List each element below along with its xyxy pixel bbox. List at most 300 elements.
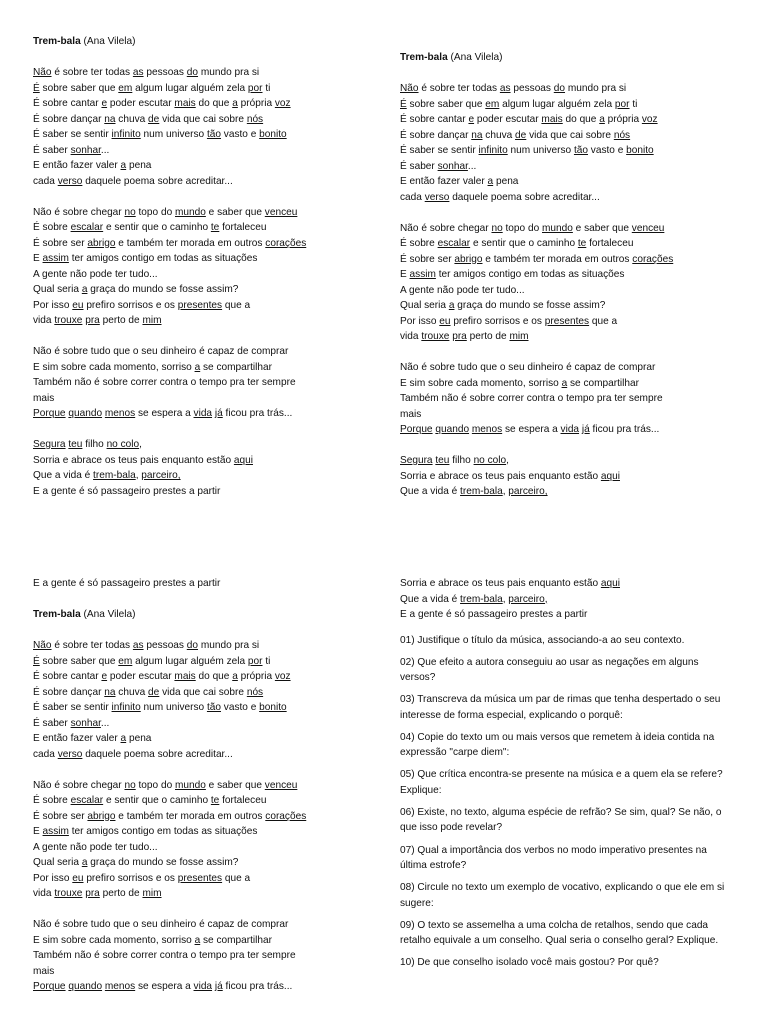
text-run: se compartilhar [200, 361, 272, 373]
underlined-word: na [471, 129, 483, 141]
text-run: daquele poema sobre acreditar... [82, 175, 233, 187]
underlined-word: bonito [259, 702, 287, 713]
text-run: do que [195, 98, 233, 109]
lyric-line [33, 778, 388, 794]
underlined-word: a [599, 114, 605, 125]
lyric-line [33, 669, 388, 685]
text-run: filho [82, 439, 107, 450]
text-run: mais [33, 965, 55, 977]
song-title: Trem-bala [400, 52, 448, 63]
underlined-word: Porque [33, 408, 66, 419]
song-heading [400, 50, 755, 66]
lyric-line [400, 174, 755, 190]
underlined-word: voz [641, 114, 658, 125]
underlined-word: na [104, 686, 116, 698]
underlined-word: na [104, 113, 116, 125]
underlined-word: aqui [600, 578, 620, 589]
underlined-word: Segura [33, 439, 66, 450]
text-run: é sobre ter todas [418, 83, 500, 94]
text-run: graça do mundo se fosse assim? [87, 284, 239, 295]
text-run: fortaleceu [219, 795, 267, 806]
lyric-line [33, 484, 388, 500]
text-run: que a [589, 315, 618, 327]
underlined-word: É [33, 82, 40, 94]
lyrics-body [33, 638, 388, 995]
text-run: topo do [135, 206, 175, 218]
underlined-word: parceiro, [141, 470, 181, 481]
underlined-word: menos [471, 424, 503, 435]
text-run: ficou pra trás... [222, 408, 293, 419]
underlined-word: parceiro, [508, 486, 548, 497]
underlined-word: por [614, 98, 630, 110]
text-run: É sobre dançar [400, 129, 472, 141]
questions-column [400, 576, 755, 977]
question-item: 02) Que efeito a autora conseguiu ao usar as negações em alguns versos? [400, 656, 699, 684]
lyric-line [33, 824, 388, 840]
underlined-word: do [186, 67, 199, 78]
text-run: se compartilhar [200, 934, 272, 946]
text-run: E [33, 253, 43, 264]
text-run: A gente não pode ter tudo... [33, 268, 158, 280]
lyric-line [400, 252, 755, 268]
text-run: Qual seria [33, 857, 82, 868]
text-run: Também não é sobre correr contra o tempo pra ter sempre [33, 950, 296, 961]
text-run: que a [222, 872, 251, 884]
underlined-word: abrigo [87, 810, 116, 822]
question-item: 10) De que conselho isolado você mais gostou? Por quê? [400, 957, 659, 969]
text-run: e também ter morada em outros [115, 237, 266, 249]
text-run: E então fazer valer [33, 160, 121, 171]
lyrics-column-bottom-left [33, 576, 388, 995]
text-run: e sentir que o caminho [470, 238, 578, 249]
text-run: algum lugar alguém zela [499, 98, 615, 110]
underlined-word: a [561, 377, 568, 389]
text-run: se compartilhar [567, 377, 639, 389]
continuation-lines [400, 576, 755, 623]
text-run: e sentir que o caminho [103, 222, 211, 233]
underlined-word: e [101, 671, 108, 682]
question-item: 09) O texto se assemelha a uma colcha de retalhos, sendo que cada retalho equivale a um conselho. Qual seria o conselho geral? Explique. [400, 919, 719, 947]
underlined-word: mais [541, 114, 563, 125]
lyric-line [33, 375, 388, 391]
text-run: mundo pra si [198, 67, 260, 78]
lyric-line [33, 112, 388, 128]
text-run: E então fazer valer [400, 176, 488, 187]
underlined-word: quando [435, 424, 470, 435]
text-run: Não é sobre tudo que o seu dinheiro é capaz de comprar [33, 346, 289, 357]
text-run: pessoas [143, 67, 187, 78]
lyric-line [33, 638, 388, 654]
underlined-word: em [485, 98, 500, 110]
underlined-word: infinito [111, 129, 141, 140]
lyric-line [400, 81, 755, 97]
text-run: vida que cai sobre [159, 113, 247, 125]
text-run: poder escutar [474, 114, 542, 125]
underlined-word: sonhar [437, 160, 468, 172]
question-item: 05) Que crítica encontra-se presente na música e a quem ela se refere? Explique: [400, 769, 723, 796]
lyric-line [33, 437, 388, 453]
underlined-word: escalar [70, 795, 104, 806]
underlined-word: venceu [264, 206, 298, 218]
lyric-line [33, 406, 388, 422]
underlined-word: menos [104, 981, 136, 992]
text-run: perto de [99, 315, 143, 326]
lyric-line [33, 917, 388, 933]
underlined-word: pra [85, 888, 100, 899]
lyric-line [33, 251, 388, 267]
underlined-word: a [487, 176, 494, 187]
text-run: É sobre cantar [400, 114, 469, 125]
underlined-word: Segura [400, 455, 433, 466]
underlined-word: de [148, 686, 160, 698]
lyric-line [33, 313, 388, 329]
text-run: se espera a [135, 981, 194, 992]
text-run: vida que cai sobre [526, 129, 614, 141]
underlined-word: trem-bala [460, 486, 503, 497]
lyrics-column-top-right [400, 50, 755, 500]
text-run: , [502, 486, 509, 497]
text-run: Qual seria [33, 284, 82, 295]
text-run: E sim sobre cada momento, sorriso [33, 361, 195, 373]
underlined-word: verso [57, 175, 83, 187]
lyric-line [400, 576, 755, 592]
underlined-word: trem-bala [93, 470, 136, 481]
text-run: topo do [502, 222, 542, 234]
lyric-line [33, 654, 388, 670]
underlined-word: e [468, 114, 475, 125]
song-title: Trem-bala [33, 36, 81, 47]
underlined-word: a [448, 300, 455, 311]
underlined-word: Não [400, 83, 419, 94]
text-run: vasto e [220, 702, 260, 713]
text-run: vida [33, 315, 55, 326]
underlined-word: trem-bala [460, 593, 503, 605]
lyric-line [400, 221, 755, 237]
underlined-word: quando [68, 981, 103, 992]
text-run: Não é sobre tudo que o seu dinheiro é capaz de comprar [400, 362, 656, 373]
text-run: pena [493, 176, 519, 187]
song-author: (Ana Vilela) [83, 36, 136, 47]
underlined-word: menos [104, 408, 136, 419]
underlined-word: de [148, 113, 160, 125]
text-run: pessoas [143, 640, 187, 651]
text-run: topo do [135, 779, 175, 791]
underlined-word: corações [265, 810, 307, 822]
text-run: algum lugar alguém zela [132, 655, 248, 667]
question-item: 07) Qual a importância dos verbos no modo imperativo presentes na última estrofe? [400, 844, 707, 872]
song-author: (Ana Vilela) [450, 52, 503, 63]
text-run: vasto e [220, 129, 260, 140]
lyric-line [33, 127, 388, 143]
underlined-word: no [124, 779, 136, 791]
text-run: A gente não pode ter tudo... [400, 284, 525, 296]
text-run: ... [467, 160, 477, 172]
text-run: chuva [115, 686, 149, 698]
text-run: fortaleceu [586, 238, 634, 249]
text-run: , [506, 455, 509, 466]
underlined-word: Não [33, 67, 52, 78]
underlined-word: já [214, 981, 223, 992]
text-run: vida [400, 331, 422, 342]
text-run: É sobre [33, 795, 71, 806]
lyric-line [33, 948, 388, 964]
underlined-word: sonhar [70, 717, 101, 729]
underlined-word: por [247, 655, 263, 667]
question-item: 03) Transcreva da música um par de rimas que tenha despertado o seu interesse de forma especial, explicando o porquê: [400, 694, 721, 721]
text-run: Sorria e abrace os teus pais enquanto estão [400, 578, 601, 589]
text-run: E [33, 826, 43, 837]
underlined-word: parceiro, [508, 593, 548, 605]
text-run: se espera a [135, 408, 194, 419]
underlined-word: verso [424, 191, 450, 203]
text-run: Também não é sobre correr contra o tempo pra ter sempre [400, 393, 663, 404]
text-run: se espera a [502, 424, 561, 435]
lyric-line [400, 376, 755, 392]
lyric-line [400, 112, 755, 128]
underlined-word: bonito [626, 145, 654, 156]
underlined-word: as [132, 67, 144, 78]
text-run: cada [400, 191, 425, 203]
lyric-line [400, 422, 755, 438]
lyric-line [33, 282, 388, 298]
underlined-word: assim [42, 826, 69, 837]
underlined-word: vida [193, 981, 213, 992]
underlined-word: aqui [600, 470, 620, 482]
underlined-word: no colo [473, 455, 507, 466]
text-run: pessoas [510, 83, 554, 94]
lyric-line [33, 205, 388, 221]
question-list [400, 633, 755, 971]
underlined-word: eu [72, 299, 84, 311]
lyric-line [400, 360, 755, 376]
text-run: do que [195, 671, 233, 682]
underlined-word: a [81, 284, 88, 295]
underlined-word: escalar [70, 222, 104, 233]
underlined-word: a [194, 934, 201, 946]
underlined-word: infinito [478, 145, 508, 156]
text-run: É sobre [33, 222, 71, 233]
text-run: É sobre ser [33, 237, 88, 249]
question-item: 06) Existe, no texto, alguma espécie de refrão? Se sim, qual? Se não, o que isso pode revelar? [400, 806, 722, 834]
lyric-line [33, 236, 388, 252]
lyric-line [33, 840, 388, 856]
underlined-word: É [33, 655, 40, 667]
text-run: ... [100, 144, 110, 156]
underlined-word: Porque [400, 424, 433, 435]
underlined-word: no colo [106, 439, 140, 450]
underlined-word: te [210, 795, 220, 806]
text-run: vida que cai sobre [159, 686, 247, 698]
text-run: Não é sobre chegar [33, 206, 125, 218]
lyric-line [400, 484, 755, 500]
underlined-word: infinito [111, 702, 141, 713]
underlined-word: em [118, 655, 133, 667]
underlined-word: trouxe [54, 315, 83, 326]
underlined-word: nós [246, 686, 264, 698]
underlined-word: a [232, 671, 238, 682]
lyric-line [33, 65, 388, 81]
text-run: ti [262, 82, 271, 94]
underlined-word: vida [560, 424, 580, 435]
underlined-word: nós [613, 129, 631, 141]
text-run: e também ter morada em outros [482, 253, 633, 265]
text-run: sobre saber que [39, 82, 119, 94]
lyric-line [33, 871, 388, 887]
lyric-line [400, 453, 755, 469]
text-run: Por isso [400, 315, 440, 327]
text-run: mundo pra si [565, 83, 627, 94]
text-run: cada [33, 175, 58, 187]
text-run: prefiro sorrisos e os [83, 299, 178, 311]
lyric-line [33, 716, 388, 732]
text-run: pena [126, 733, 152, 744]
underlined-word: presentes [177, 299, 223, 311]
text-run: Não é sobre chegar [33, 779, 125, 791]
text-run: graça do mundo se fosse assim? [87, 857, 239, 868]
underlined-word: em [118, 82, 133, 94]
lyrics-body [33, 65, 388, 499]
text-run: E [400, 269, 410, 280]
lyrics-column-top-left [33, 34, 388, 499]
text-run: e saber que [205, 206, 265, 218]
text-run: É sobre cantar [33, 98, 102, 109]
text-run: própria [604, 114, 642, 125]
lyric-line [33, 360, 388, 376]
underlined-word: tão [206, 129, 221, 140]
lyric-line [400, 190, 755, 206]
text-run: vasto e [587, 145, 627, 156]
text-run: que a [222, 299, 251, 311]
text-run: ter amigos contigo em todas as situações [68, 253, 258, 264]
text-run: num universo [140, 702, 207, 713]
text-run: é sobre ter todas [51, 640, 133, 651]
underlined-word: a [120, 733, 127, 744]
lyric-line [400, 283, 755, 299]
text-run: E então fazer valer [33, 733, 121, 744]
lyrics-body [400, 81, 755, 500]
underlined-word: mundo [175, 206, 206, 218]
underlined-word: mais [174, 98, 196, 109]
text-run: É sobre dançar [33, 113, 105, 125]
text-run: Também não é sobre correr contra o tempo pra ter sempre [33, 377, 296, 388]
song-author: (Ana Vilela) [83, 609, 136, 620]
text-run: , [139, 439, 142, 450]
text-run: É sobre ser [400, 253, 455, 265]
text-run: sobre saber que [39, 655, 119, 667]
underlined-word: Não [33, 640, 52, 651]
underlined-word: vida [193, 408, 213, 419]
text-run: num universo [507, 145, 574, 156]
underlined-word: corações [265, 237, 307, 249]
underlined-word: assim [409, 269, 436, 280]
text-run: É sobre dançar [33, 686, 105, 698]
text-run: sobre saber que [406, 98, 486, 110]
lyric-line [400, 391, 755, 407]
text-run: prefiro sorrisos e os [83, 872, 178, 884]
lyric-line [33, 933, 388, 949]
lyric-line [33, 453, 388, 469]
underlined-word: bonito [259, 129, 287, 140]
question-item: 01) Justifique o título da música, associando-a ao seu contexto. [400, 634, 685, 646]
text-run: filho [449, 455, 474, 466]
underlined-word: mundo [175, 779, 206, 791]
text-run: Por isso [33, 872, 73, 884]
text-run: ficou pra trás... [222, 981, 293, 992]
underlined-word: do [553, 83, 566, 94]
text-run: Que a vida é [33, 470, 94, 481]
underlined-word: trouxe [54, 888, 83, 899]
lyric-line [33, 158, 388, 174]
lyric-line [33, 700, 388, 716]
lyric-line [33, 391, 388, 407]
underlined-word: corações [632, 253, 674, 265]
text-run: É saber se sentir [33, 702, 112, 713]
underlined-word: mais [174, 671, 196, 682]
lyric-line [400, 469, 755, 485]
lyric-line [400, 592, 755, 608]
text-run: daquele poema sobre acreditar... [82, 748, 233, 760]
text-run: É sobre cantar [33, 671, 102, 682]
lyric-line [400, 128, 755, 144]
underlined-word: te [210, 222, 220, 233]
text-run: própria [237, 671, 275, 682]
underlined-word: mim [142, 888, 162, 899]
text-run: algum lugar alguém zela [132, 82, 248, 94]
text-run: Que a vida é [400, 593, 461, 605]
lyric-line [33, 979, 388, 995]
text-run: A gente não pode ter tudo... [33, 841, 158, 853]
lyric-line [400, 143, 755, 159]
underlined-word: a [81, 857, 88, 868]
underlined-word: pra [85, 315, 100, 326]
underlined-word: te [577, 238, 587, 249]
lyric-line [400, 314, 755, 330]
underlined-word: teu [435, 455, 450, 466]
lyric-line [33, 964, 388, 980]
text-run: chuva [115, 113, 149, 125]
underlined-word: as [499, 83, 511, 94]
lyric-line [33, 344, 388, 360]
text-run: É sobre [400, 238, 438, 249]
underlined-word: e [101, 98, 108, 109]
underlined-word: venceu [631, 222, 665, 234]
text-run: É saber [33, 144, 71, 156]
underlined-word: pra [452, 331, 467, 342]
lyric-line [33, 886, 388, 902]
text-run: E sim sobre cada momento, sorriso [33, 934, 195, 946]
text-run: ti [262, 655, 271, 667]
text-run: e sentir que o caminho [103, 795, 211, 806]
text-run: graça do mundo se fosse assim? [454, 300, 606, 311]
underlined-word: voz [274, 671, 291, 682]
underlined-word: mim [142, 315, 162, 326]
underlined-word: eu [439, 315, 451, 327]
lyric-line [33, 81, 388, 97]
underlined-word: verso [57, 748, 83, 760]
text-run: poder escutar [107, 671, 175, 682]
underlined-word: teu [68, 439, 83, 450]
lyric-line [33, 747, 388, 763]
underlined-word: no [491, 222, 503, 234]
text-run: ti [629, 98, 638, 110]
underlined-word: presentes [544, 315, 590, 327]
text-run: chuva [482, 129, 516, 141]
text-run: E sim sobre cada momento, sorriso [400, 377, 562, 389]
underlined-word: nós [246, 113, 264, 125]
text-run: É sobre ser [33, 810, 88, 822]
text-run: E a gente é só passageiro prestes a partir [33, 485, 221, 497]
continuation-line: E a gente é só passageiro prestes a partir [33, 578, 221, 589]
